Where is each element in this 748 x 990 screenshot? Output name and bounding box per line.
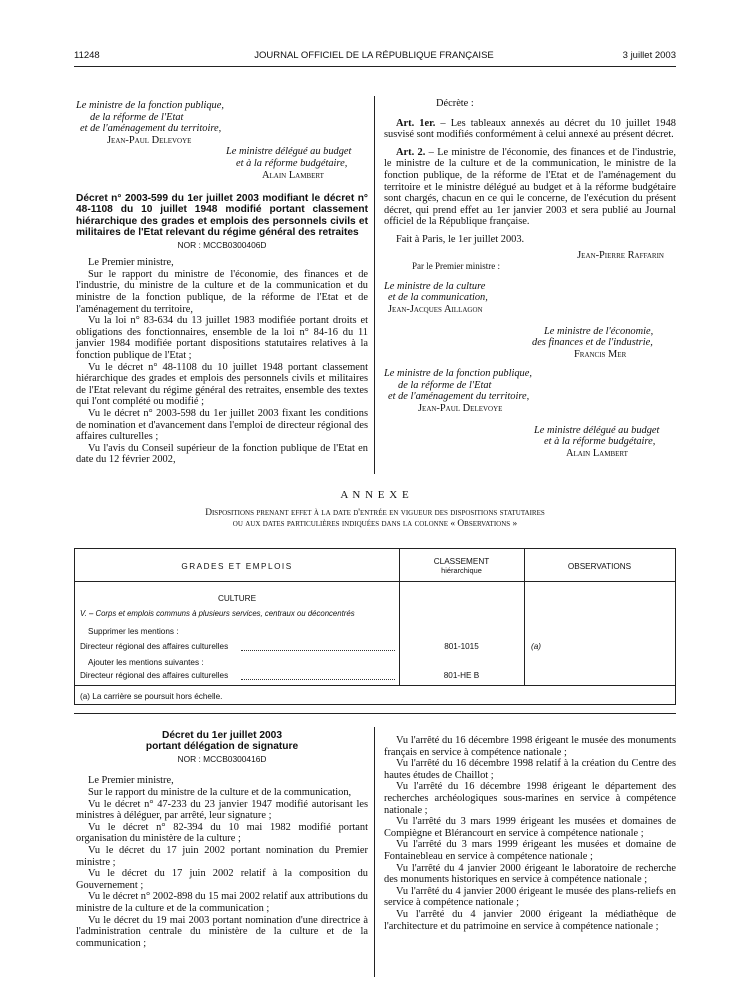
sig-line: et de l'aménagement du territoire, — [80, 123, 222, 135]
article-1-label: Art. 1er. — [396, 117, 436, 129]
journal-title: JOURNAL OFFICIEL DE LA RÉPUBLIQUE FRANÇAISE — [254, 50, 494, 61]
sig-name: Francis Mer — [574, 348, 627, 360]
decree-2-title-1: Décret du 1er juillet 2003 — [161, 730, 283, 741]
sig-line: de la réforme de l'Etat — [90, 111, 184, 123]
sig-line: et à la réforme budgétaire, — [544, 436, 656, 448]
annexe-title: A N N E X E — [340, 489, 410, 501]
sig-name: Jean-Jacques Aillagon — [388, 303, 483, 315]
paragraph: Vu le décret du 19 mai 2003 portant nomination d'une directrice à l'administration centrale du ministère de la culture et de la communication ; — [76, 914, 368, 949]
sig-line: Le ministre de la culture — [384, 280, 486, 292]
decree-2 — [76, 730, 368, 949]
decree-2-title-2: portant délégation de signature — [145, 741, 299, 753]
decree-2-nor: NOR : MCCB0300416D — [177, 753, 267, 764]
paragraph: Vu le décret n° 82-394 du 10 mai 1982 modifié portant organisation du ministère de la culture ; — [76, 821, 368, 845]
paragraph: Vu le décret du 17 juin 2002 relatif à la composition du Gouvernement ; — [76, 868, 368, 891]
row-2-leader — [241, 679, 395, 680]
paragraph: Vu l'arrêté du 4 janvier 2000 érigeant le musée des plans-reliefs en service à compétence nationale ; — [384, 885, 676, 909]
article-2-text: – Le ministre de l'économie, des finances et de l'industrie, le ministre de la culture et de la communication, le ministre de la fonction publique, de la réforme de l'Etat et de l'aménagement du territoire et le ministre délégué au budget et à la réforme budgétaire sont chargés, chacun en ce qui le concerne, de l'exécution du présent décret, qui prend effet au 1er janvier 2003 et sera publié au Journal officiel de la République française. — [384, 146, 676, 228]
article-2-label: Art. 2. — [396, 146, 426, 158]
paragraph: Vu l'arrêté du 4 janvier 2000 érigeant le laboratoire de recherche des monuments historiques en service à compétence nationale ; — [384, 862, 676, 886]
table-header-rule — [75, 581, 675, 582]
annexe-subtitle-1: Dispositions prenant effet à la date d'entrée en vigueur des dispositions statutaires — [205, 508, 545, 518]
paragraph: Vu l'arrêté du 3 mars 1999 érigeant les musées et domaines de Compiègne et Blérancourt en service à compétence nationale ; — [384, 816, 676, 839]
column-divider-top — [374, 96, 375, 474]
paragraph: Vu l'arrêté du 4 janvier 2000 érigeant la médiathèque de l'architecture et du patrimoine en service à compétence nationale ; — [384, 908, 676, 932]
header-rule — [74, 66, 676, 67]
paragraph: Vu l'arrêté du 3 mars 1999 érigeant les musées et domaine de Fontainebleau en service à compétence nationale ; — [384, 839, 676, 862]
sig-line: et de la communication, — [388, 292, 488, 304]
section-rule — [74, 713, 676, 714]
paragraph: Vu le décret n° 2002-898 du 15 mai 2002 relatif aux attributions du ministre de la culture et de la communication ; — [76, 891, 368, 914]
paragraph: Sur le rapport du ministre de l'économie, des finances et de l'industrie, du ministre de la culture et de la communication et du ministre de la fonction publique, de la réforme de l'Etat et de l'aménagement du territoire, — [76, 268, 368, 315]
pm-line: Par le Premier ministre : — [412, 261, 500, 272]
decrete: Décrète : — [436, 98, 474, 109]
row-1-label: Directeur régional des affaires culturelles — [80, 642, 229, 651]
column-divider-bottom — [374, 727, 375, 977]
sig-line: Le ministre de l'économie, — [544, 325, 654, 337]
paragraph: Vu le décret n° 47-233 du 23 janvier 1947 modifié autorisant les ministres à déléguer, par arrêté, leur signature ; — [76, 798, 368, 822]
subsection: V. – Corps et emplois communs à plusieurs services, centraux ou déconcentrés — [80, 609, 355, 618]
row-1-class: 801-1015 — [444, 642, 479, 651]
decree-1-articles — [384, 98, 676, 459]
paragraph: Vu le décret du 17 juin 2002 portant nomination du Premier ministre ; — [76, 844, 368, 868]
signature-block-1 — [76, 100, 366, 181]
sig-line: et de l'aménagement du territoire, — [388, 391, 530, 403]
supprimer: Supprimer les mentions : — [88, 627, 179, 636]
paragraph: Vu le décret n° 48-1108 du 10 juillet 1948 portant classement hiérarchique des grades et emplois des personnels civils et militaires de l'Etat relevant du régime général des retraites, ensemble des textes qui l'ont complété ou modifié ; — [76, 361, 368, 408]
article-1-text: – Les tableaux annexés au décret du 10 juillet 1948 susvisé sont modifiés conformément à celui annexé au présent décret. — [384, 117, 676, 141]
sig-line: des finances et de l'industrie, — [532, 337, 653, 349]
paragraph: Le Premier ministre, — [88, 257, 174, 269]
sig-name: Alain Lambert — [262, 169, 324, 181]
decree-1 — [76, 193, 368, 466]
annexe-table — [74, 548, 676, 705]
row-1-leader — [241, 650, 395, 651]
sig-name: Alain Lambert — [566, 447, 628, 459]
header-grades: GRADES ET EMPLOIS — [181, 562, 293, 571]
fait-a-paris: Fait à Paris, le 1er juillet 2003. — [396, 233, 525, 245]
section-culture: CULTURE — [217, 594, 257, 603]
decree-1-title: Décret n° 2003-599 du 1er juillet 2003 modifiant le décret n° 48-1108 du 10 juillet 1948 modifié portant classement hiérarchique des grades et emplois des personnels civils et militaires de l'Etat relevant du régime général des retraites — [76, 193, 368, 239]
sig-name: Jean-Paul Delevoye — [107, 134, 192, 146]
paragraph: Vu l'arrêté du 16 décembre 1998 relatif à la création du Centre des hautes études de Chaillot ; — [384, 758, 676, 781]
issue-date: 3 juillet 2003 — [622, 50, 676, 61]
row-1-obs: (a) — [531, 642, 542, 651]
paragraph: Vu la loi n° 83-634 du 13 juillet 1983 modifiée portant droits et obligations des fonctionnaires, ensemble de la loi n° 84-16 du 11 janvier 1984 modifiée portant dispositions statutaires relatives à la fonction publique de l'Etat ; — [76, 315, 368, 361]
page-number: 11248 — [74, 50, 100, 61]
article-1 — [384, 118, 676, 141]
paragraph: Vu l'arrêté du 16 décembre 1998 érigeant le département des recherches archéologiques sous-marines en service à compétence nationale ; — [384, 781, 676, 816]
sig-line: Le ministre de la fonction publique, — [76, 100, 224, 111]
header-observations: OBSERVATIONS — [567, 562, 632, 571]
header-hierarchique: hiérarchique — [441, 566, 482, 575]
article-2 — [384, 147, 676, 228]
header-classement: CLASSEMENT — [433, 557, 490, 566]
sig-name: Jean-Paul Delevoye — [418, 403, 503, 415]
decree-2-visas-continued — [384, 735, 676, 932]
sig-line: Le ministre délégué au budget — [226, 146, 352, 158]
paragraph: Vu l'avis du Conseil supérieur de la fonction publique de l'Etat en date du 12 février 2002, — [76, 442, 368, 466]
table-footnote: (a) La carrière se poursuit hors échelle. — [80, 692, 223, 701]
paragraph: Le Premier ministre, — [88, 775, 174, 787]
sig-line: Le ministre de la fonction publique, — [384, 368, 532, 380]
paragraph: Vu le décret n° 2003-598 du 1er juillet 2003 fixant les conditions de nomination et d'avancement dans l'emploi de directeur régional des affaires culturelles ; — [76, 407, 368, 443]
annexe-subtitle-2: ou aux dates particulières indiquées dans la colonne « Observations » — [232, 519, 518, 529]
sig-line: Le ministre délégué au budget — [534, 424, 660, 436]
paragraph: Vu l'arrêté du 16 décembre 1998 érigeant le musée des monuments français en service à compétence nationale ; — [384, 735, 676, 758]
row-2-class: 801-HE B — [443, 671, 480, 680]
ajouter: Ajouter les mentions suivantes : — [88, 658, 204, 667]
table-footer-rule — [75, 685, 675, 686]
sig-line: et à la réforme budgétaire, — [236, 157, 348, 169]
paragraph: Sur le rapport du ministre de la culture et de la communication, — [88, 787, 352, 798]
decree-1-nor: NOR : MCCB0300406D — [177, 239, 267, 250]
pm-name: Jean-Pierre Raffarin — [577, 249, 664, 261]
sig-line: de la réforme de l'Etat — [398, 379, 492, 391]
row-2-label: Directeur régional des affaires culturelles — [80, 671, 229, 680]
